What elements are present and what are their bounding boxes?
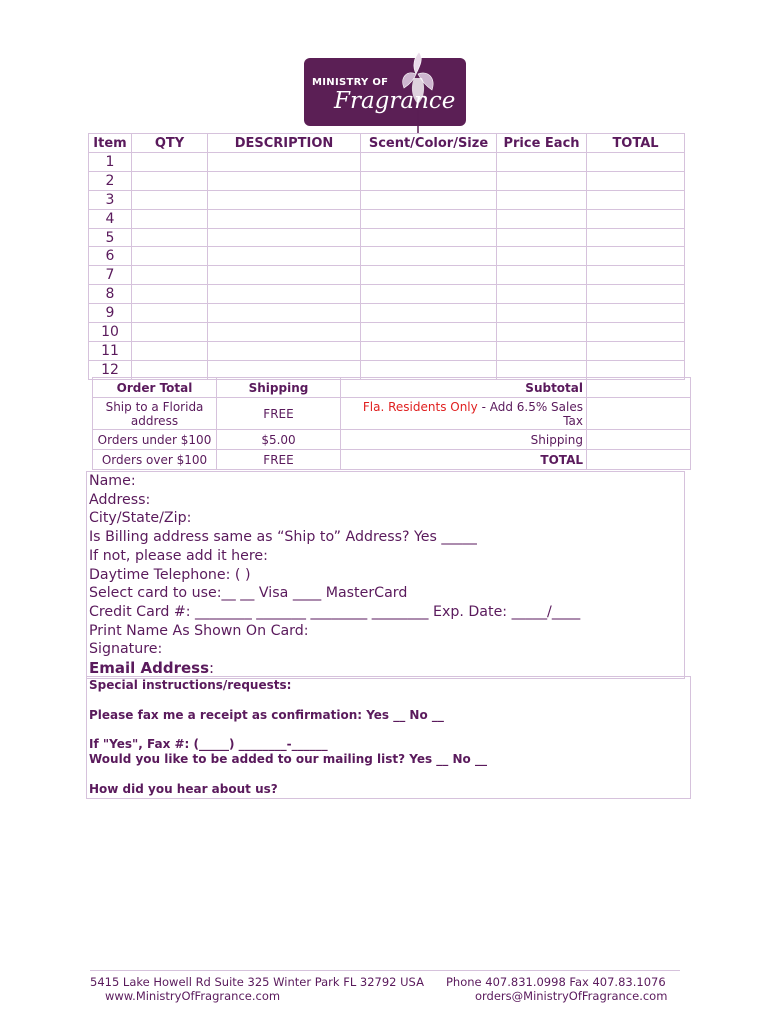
qty-cell[interactable] (132, 153, 208, 172)
column-header-scent: Scent/Color/Size (361, 134, 497, 153)
qty-cell[interactable] (132, 171, 208, 190)
description-cell[interactable] (208, 228, 361, 247)
qty-cell[interactable] (132, 228, 208, 247)
qty-cell[interactable] (132, 341, 208, 360)
item-number-cell: 6 (89, 247, 132, 266)
email-address-label: Email Address (89, 659, 210, 678)
hear-about-us-field[interactable]: How did you hear about us? (89, 782, 278, 796)
qty-cell[interactable] (132, 285, 208, 304)
price-cell[interactable] (497, 209, 587, 228)
shipping-value-cell[interactable] (587, 430, 691, 450)
column-header-item: Item (89, 134, 132, 153)
price-cell[interactable] (497, 341, 587, 360)
table-row (89, 228, 685, 247)
item-number-cell: 9 (89, 304, 132, 323)
company-logo (304, 44, 466, 126)
table-row (89, 171, 685, 190)
item-number-cell: 2 (89, 171, 132, 190)
footer-divider (90, 970, 680, 971)
table-row (89, 153, 685, 172)
total-cell[interactable] (587, 266, 685, 285)
footer-website-link[interactable]: www.MinistryOfFragrance.com (105, 989, 281, 1003)
price-cell[interactable] (497, 190, 587, 209)
item-number-cell: 8 (89, 285, 132, 304)
subtotal-value-cell[interactable] (587, 378, 691, 398)
special-instructions-label[interactable]: Special instructions/requests: (89, 678, 292, 692)
total-cell[interactable] (587, 171, 685, 190)
price-cell[interactable] (497, 304, 587, 323)
fax-number-field[interactable]: If "Yes", Fax #: (_____) ________-______ (89, 737, 328, 751)
scent-cell[interactable] (361, 190, 497, 209)
mailing-list-question[interactable]: Would you like to be added to our mailing list? Yes __ No __ (89, 752, 487, 766)
table-row (89, 266, 685, 285)
qty-cell[interactable] (132, 266, 208, 285)
daytime-telephone-field[interactable]: Daytime Telephone: ( ) (89, 566, 251, 583)
item-number-cell: 7 (89, 266, 132, 285)
column-header-total: TOTAL (587, 134, 685, 153)
florida-ship-label: Ship to a Florida address (93, 398, 217, 430)
description-cell[interactable] (208, 153, 361, 172)
email-address-field[interactable] (87, 659, 684, 678)
table-row (89, 323, 685, 342)
table-row (89, 304, 685, 323)
total-cell[interactable] (587, 285, 685, 304)
footer-email-link[interactable]: orders@MinistryOfFragrance.com (475, 989, 668, 1003)
table-row (89, 341, 685, 360)
credit-card-field[interactable]: Credit Card #: ________ _______ ________ ________ Exp. Date: _____/____ (89, 603, 581, 620)
logo-top-text: MINISTRY OF (312, 77, 389, 88)
description-cell[interactable] (208, 266, 361, 285)
customer-info-section (86, 471, 685, 679)
item-number-cell: 5 (89, 228, 132, 247)
price-cell[interactable] (497, 323, 587, 342)
scent-cell[interactable] (361, 304, 497, 323)
order-table-header (89, 134, 685, 153)
description-cell[interactable] (208, 171, 361, 190)
price-cell[interactable] (497, 153, 587, 172)
price-cell[interactable] (497, 285, 587, 304)
signature-field[interactable]: Signature: (89, 641, 163, 658)
price-cell[interactable] (497, 228, 587, 247)
billing-address-field[interactable]: If not, please add it here: (89, 547, 268, 564)
description-cell[interactable] (208, 341, 361, 360)
item-number-cell: 10 (89, 323, 132, 342)
column-header-price: Price Each (497, 134, 587, 153)
item-number-cell: 12 (89, 360, 132, 379)
scent-cell[interactable] (361, 285, 497, 304)
description-cell[interactable] (208, 247, 361, 266)
item-number-cell: 3 (89, 190, 132, 209)
qty-cell[interactable] (132, 323, 208, 342)
total-cell[interactable] (587, 341, 685, 360)
description-cell[interactable] (208, 323, 361, 342)
shipping-header: Shipping (217, 378, 341, 398)
name-field[interactable]: Name: (89, 473, 136, 489)
shipping-totals-table (92, 377, 691, 470)
item-number-cell: 11 (89, 341, 132, 360)
sales-tax-label (341, 398, 587, 430)
card-type-field[interactable]: Select card to use:__ __ Visa ____ MasterCard (89, 585, 408, 602)
description-cell[interactable] (208, 304, 361, 323)
special-instructions-section (86, 676, 691, 799)
shipping-label: Shipping (341, 430, 587, 450)
price-cell[interactable] (497, 266, 587, 285)
description-cell[interactable] (208, 190, 361, 209)
scent-cell[interactable] (361, 209, 497, 228)
total-cell[interactable] (587, 247, 685, 266)
logo-script-text: Fragrance (334, 88, 456, 114)
qty-cell[interactable] (132, 190, 208, 209)
email-colon: : (209, 659, 215, 678)
scent-cell[interactable] (361, 153, 497, 172)
footer-address: 5415 Lake Howell Rd Suite 325 Winter Park FL 32792 USA (90, 975, 424, 989)
under-100-label: Orders under $100 (93, 430, 217, 450)
sales-tax-note: - Add 6.5% Sales Tax (477, 399, 583, 428)
table-row (89, 285, 685, 304)
florida-residents-note: Fla. Residents Only (362, 399, 478, 414)
sales-tax-value-cell[interactable] (587, 398, 691, 430)
price-cell[interactable] (497, 247, 587, 266)
billing-same-field[interactable]: Is Billing address same as “Ship to” Address? Yes _____ (89, 529, 477, 546)
scent-cell[interactable] (361, 266, 497, 285)
scent-cell[interactable] (361, 228, 497, 247)
description-cell[interactable] (208, 209, 361, 228)
name-on-card-field[interactable]: Print Name As Shown On Card: (89, 622, 309, 639)
table-row (89, 190, 685, 209)
scent-cell[interactable] (361, 341, 497, 360)
grand-total-value-cell[interactable] (587, 450, 691, 470)
scent-cell[interactable] (361, 323, 497, 342)
table-row (89, 247, 685, 266)
total-cell[interactable] (587, 304, 685, 323)
total-cell[interactable] (587, 323, 685, 342)
description-cell[interactable] (208, 285, 361, 304)
item-number-cell: 1 (89, 153, 132, 172)
qty-cell[interactable] (132, 247, 208, 266)
subtotal-label: Subtotal (341, 378, 587, 398)
total-cell[interactable] (587, 153, 685, 172)
scent-cell[interactable] (361, 247, 497, 266)
under-100-cost: $5.00 (217, 430, 341, 450)
order-items-table (88, 133, 685, 380)
table-row (89, 209, 685, 228)
order-total-header: Order Total (93, 378, 217, 398)
address-field[interactable]: Address: (89, 491, 151, 508)
over-100-label: Orders over $100 (93, 450, 217, 470)
total-cell[interactable] (587, 209, 685, 228)
city-state-zip-field[interactable]: City/State/Zip: (89, 510, 192, 527)
grand-total-label: TOTAL (341, 450, 587, 470)
column-header-description: DESCRIPTION (208, 134, 361, 153)
column-header-qty: QTY (132, 134, 208, 153)
total-cell[interactable] (587, 190, 685, 209)
item-number-cell: 4 (89, 209, 132, 228)
scent-cell[interactable] (361, 171, 497, 190)
over-100-cost: FREE (217, 450, 341, 470)
florida-ship-cost: FREE (217, 398, 341, 430)
fax-receipt-question[interactable]: Please fax me a receipt as confirmation: Yes __ No __ (89, 708, 444, 722)
qty-cell[interactable] (132, 304, 208, 323)
total-cell[interactable] (587, 228, 685, 247)
qty-cell[interactable] (132, 209, 208, 228)
footer-phone-fax: Phone 407.831.0998 Fax 407.83.1076 (446, 975, 666, 989)
price-cell[interactable] (497, 171, 587, 190)
